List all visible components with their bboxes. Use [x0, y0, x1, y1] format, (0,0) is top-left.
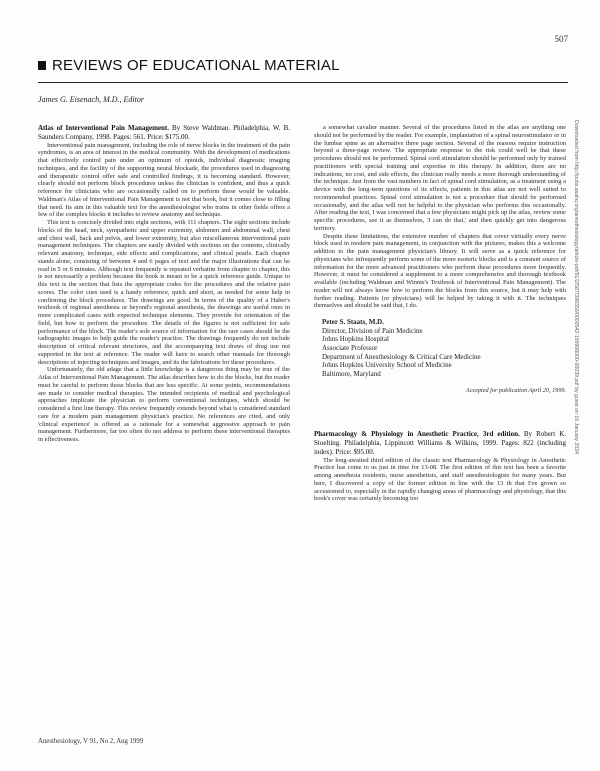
section-header: [38, 57, 340, 74]
review-paragraph: Unfortunately, the old adage that a little knowledge is a dangerous thing may be true of the Atlas of Interventional Pain Management. The atlas describes how to do the blocks, but the reader must be careful to perform those blocks that are less specific. At some points, recommendations are made to consider medical therapies. The intended recipients of medical and psychological approaches implicate the physician to perform conventional techniques, which should be considered a first line therapy. This review frequently extends beyond what is considered standard care for a modern pain management physician's practice. No references are cited, and only 'clinical experience' is offered as a rationale for a somewhat aggressive approach to pain management. Furthermore, far too often do not address to perform these interventional therapies in effectiveness.: [38, 366, 290, 444]
review-paragraph: Despite these limitations, the extensive number of chapters that cover virtually every nerve block used in modern pain management, in conjunction with the pictures, makes this a welcome addition to the pain management physician's library. It will serve as a quick reference for physicians who infrequently perform some of the more esoteric blocks and is a constant source of information for the more advanced practitioners who perform these procedures more frequently. However, it must be considered a supplement to a more comprehensive and thorough textbook available (including Waldman and Winnie's Textbook of Interventional Pain Management). The reader will not always know how to perform the blocks from this source, but it may help with further reading. Patients (or physicians) will be helped by taking it with it. The techniques themselves and should be said that, I do.: [314, 232, 566, 310]
section-title: REVIEWS OF EDUCATIONAL MATERIAL: [52, 57, 340, 74]
review-heading: [314, 430, 566, 456]
review-title: Pharmacology & Physiology in Anesthetic Practice, 3rd edition.: [314, 430, 520, 439]
reviewer-affiliation: Johns Hopkins University School of Medicine: [322, 361, 452, 370]
review-paragraph: The long-awaited third edition of the classic text Pharmacology & Physiology in Anesthetic Practice has come to us just in time for 13-08. The first edition of this text has been a favorite among anesthesia residents, nurse anesthetists, and staff anesthesiologists for many years. But here, I discovered a copy of the former edition in line with the 13 th that I've grown so accustomed to, especially in the rapidly changing areas of pharmacology and physiology, that this book's cover was certainly becoming too: [314, 456, 566, 503]
review-paragraph: Interventional pain management, including the role of nerve blocks in the treatment of the pain syndromes, is an area of interest in the medical community. With the development of medications that effectively control pain under an optimum of opioids, individual diagnostic imaging techniques, and the facility of the supporting neural blockade, the procedures used in diagnosing and therapeutic control offer safe and controlled findings, it is becoming standard. However, clearly should not perform block procedures unless the clinician is confident, and thus a quick reference for clinicians who are occasionally called on to perform these would be valuable. Waldman's Atlas of Interventional Pain Management is not that book, but it comes close to filling that need. Its aim in this valuable text for the anesthesiologist who trains in other fields offers a few of the complex blocks it includes to review anatomy and technique.: [38, 141, 290, 219]
reviewer-affiliation: Department of Anesthesiology & Critical Care Medicine: [322, 352, 481, 361]
page-number: 507: [554, 34, 568, 44]
square-bullet-icon: [38, 61, 46, 70]
download-watermark: Downloaded from http://pubs.asahq.org/anesthesiology/article-pdf/91/2/587/398350/0000542-199908000-00039.pdf by guest on 16 January 2024: [573, 120, 579, 454]
review-paragraph: a somewhat cavalier manner. Several of the procedures listed in the atlas are anything one should not be performed by the reader. For example, implantation of a spinal neurostimulator or in the lumbar spine as an alternative three page section. Several of the reasons require instruction beyond a three-page review. The appropriate response to the risk could well be that these procedures should not be performed. Spinal cord stimulation should be performed only by trained practitioners with special training and expertise in this therapy. In addition, there are no indications, no cost, and side effects, the clinician really needs a more thorough understanding of the technique. Just from the vast numbers in fact of spinal cord stimulation, as a treatment using a device with the long-term questions of its effects, patients in this atlas are not well suited to recommended practices. Spinal cord stimulation is not a procedure that should be performed occasionally, and the atlas will not be helpful to the physician who performs this occasionally. After reading the text, I was concerned that a few physicians might pick up the atlas, review some specific procedures, see it as themselves, 'I can do that,' and then quickly get into dangerous territory.: [314, 124, 566, 232]
reviewer-affiliation: Associate Professor: [322, 344, 378, 353]
review-citation: By Robert K. Stoelting. Philadelphia, Lippincott Williams & Wilkins, 1999. Pages: 822 (including index). Price: $95.00.: [314, 430, 567, 456]
review-heading: [38, 124, 290, 142]
reviewer-affiliation: Baltimore, Maryland: [322, 370, 381, 379]
right-column: [314, 124, 566, 503]
reviewer-signature: [322, 318, 566, 379]
header-rule: [38, 82, 568, 83]
left-column: [38, 124, 290, 444]
reviewer-affiliation: Director, Division of Pain Medicine: [322, 326, 423, 335]
review-citation: By Steve Waldman. Philadelphia, W. B. Saunders Company, 1998. Pages: 561. Price: $175.00.: [38, 124, 291, 141]
journal-footer: Anesthesiology, V 91, No 2, Aug 1999: [38, 738, 144, 745]
editor-line: James G. Eisenach, M.D., Editor: [38, 95, 144, 104]
review-paragraph: This text is concisely divided into eight sections, with 111 chapters. The eight sections include blocks of the head, neck, sympathetic and upper extremity, abdomen and abdominal wall, chest and chest wall, back and pelvis, and lower extremity, but also miscellaneous interventional pain management techniques. The chapters are easily divided with sections on the contents, clinically relevant anatomy, technique, side effects and complications, and clinical pearls. Each chapter stands alone, consisting of between 4 and 6 pages of text and the major illustrations that can be read in 5 or 6 minutes. Although text frequently is repeated verbatim from chapter to chapter, this is not necessarily a problem because the book is meant to be a quick reference guide. Unique to this text is the section that lists the appropriate codes for the procedures and the relative pain scores. The color cues used is a handy reference, quick and short, as needed for some help in confirming the block procedures. The drawings are good. In terms of the quality of a Haber's textbook of regional anesthesia or beyond's regional anesthesia, the drawings are useful ones in more complicated cases with expected technique elements. They provide for orientation of the field, but how to perform the procedure. The details of the figures is not sufficient for safe performance of the block. The reader's sole source of information for the rare cases should be the radiographic images to help guide the reader's practice. The drawings frequently do not include description of critical relevant structures, and the accompanying text draws of drug use not supported in the text at reference. The reader will have to search other manuals for thorough descriptions of injecting techniques and images, and its the fabrications for these procedures.: [38, 219, 290, 366]
reviewer-affiliation: Johns Hopkins Hospital: [322, 335, 389, 344]
reviewer-name: Peter S. Staats, M.D.: [322, 318, 384, 326]
review-title: Atlas of Interventional Pain Management.: [38, 124, 169, 132]
accepted-date: Accepted for publication April 20, 1999.: [465, 386, 566, 394]
